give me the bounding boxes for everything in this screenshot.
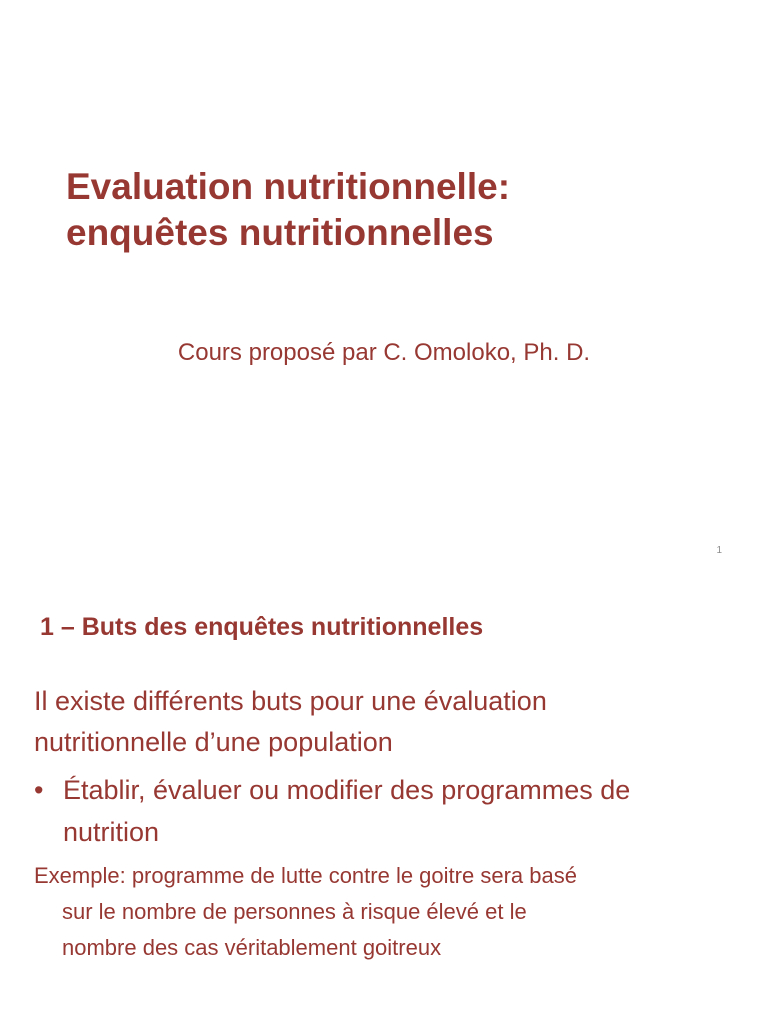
page-number: 1 — [716, 545, 722, 556]
bullet-text — [34, 769, 630, 853]
slide-subtitle: Cours proposé par C. Omoloko, Ph. D. — [177, 339, 591, 366]
bullet-line: nutrition — [63, 817, 160, 847]
example-paragraph — [34, 858, 577, 966]
slide-title-line: Evaluation nutritionnelle: — [66, 166, 511, 207]
example-line: sur le nombre de personnes à risque élevé et le — [62, 899, 527, 924]
section-heading: 1 – Buts des enquêtes nutritionnelles — [40, 613, 484, 641]
intro-line: nutritionnelle d’une population — [34, 727, 393, 757]
slide-title — [66, 164, 510, 256]
intro-paragraph — [34, 681, 547, 763]
bullet-item — [34, 769, 630, 853]
example-line: Exemple: programme de lutte contre le goitre sera basé — [34, 863, 577, 888]
content-slide — [0, 576, 768, 1024]
bullet-line: Établir, évaluer ou modifier des programmes de — [63, 775, 631, 805]
intro-line: Il existe différents buts pour une évaluation — [34, 686, 547, 716]
bullet-icon: • — [34, 775, 44, 805]
example-line: nombre des cas véritablement goitreux — [62, 935, 442, 960]
slide-title-line: enquêtes nutritionnelles — [66, 212, 494, 253]
